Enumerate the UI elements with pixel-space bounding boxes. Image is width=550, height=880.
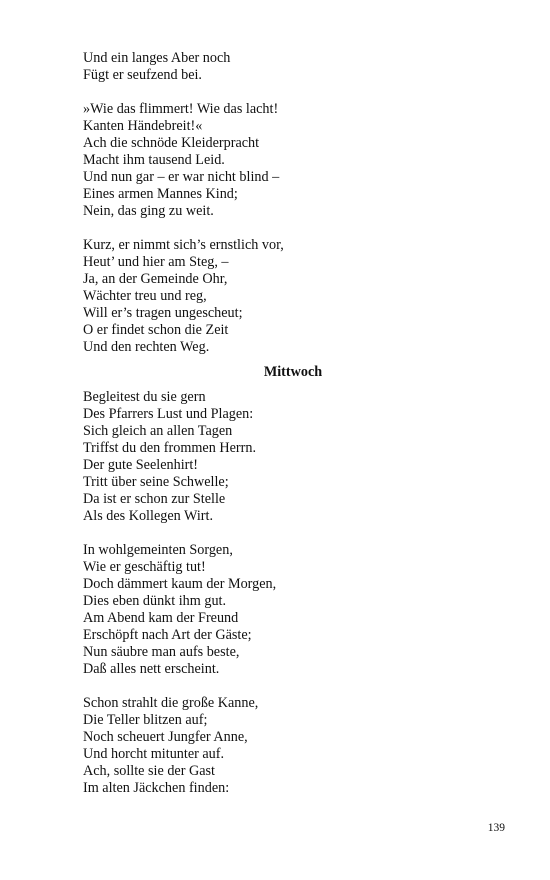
poem-line: Wächter treu und reg, bbox=[83, 288, 207, 304]
poem-line: Wie er geschäftig tut! bbox=[83, 559, 206, 575]
poem-line: Am Abend kam der Freund bbox=[83, 610, 239, 626]
poem-line: Kurz, er nimmt sich’s ernstlich vor, bbox=[83, 237, 284, 253]
stanza-gap bbox=[83, 525, 483, 542]
poem-line: Im alten Jäckchen finden: bbox=[83, 780, 230, 796]
poem-line: Will er’s tragen ungescheut; bbox=[83, 305, 243, 321]
stanza bbox=[83, 237, 483, 356]
stanza-gap bbox=[83, 84, 483, 101]
poem-line: Ach, sollte sie der Gast bbox=[83, 763, 215, 779]
poem-line: Und den rechten Weg. bbox=[83, 339, 210, 355]
poem-line: Als des Kollegen Wirt. bbox=[83, 508, 213, 524]
poem-line: Doch dämmert kaum der Morgen, bbox=[83, 576, 277, 592]
stanza bbox=[83, 542, 483, 678]
poem-line: Daß alles nett erscheint. bbox=[83, 661, 220, 677]
stanza bbox=[83, 101, 483, 220]
poem-line: In wohlgemeinten Sorgen, bbox=[83, 542, 233, 558]
poem-stanzas-top bbox=[83, 50, 483, 356]
stanza-gap bbox=[83, 678, 483, 695]
poem-line: Des Pfarrers Lust und Plagen: bbox=[83, 406, 254, 422]
poem-line: Ach die schnöde Kleiderpracht bbox=[83, 135, 260, 151]
poem-line: Da ist er schon zur Stelle bbox=[83, 491, 226, 507]
poem-line: Sich gleich an allen Tagen bbox=[83, 423, 233, 439]
poem-page bbox=[83, 50, 483, 797]
poem-line: Ja, an der Gemeinde Ohr, bbox=[83, 271, 228, 287]
poem-line: Fügt er seufzend bei. bbox=[83, 67, 202, 83]
poem-line: Tritt über seine Schwelle; bbox=[83, 474, 229, 490]
poem-line: Und ein langes Aber noch bbox=[83, 50, 231, 66]
stanza bbox=[83, 50, 483, 84]
stanza-gap bbox=[83, 220, 483, 237]
poem-line: Kanten Händebreit!« bbox=[83, 118, 203, 134]
poem-line: Schon strahlt die große Kanne, bbox=[83, 695, 259, 711]
section-heading: Mittwoch bbox=[263, 364, 323, 380]
poem-stanzas-bottom bbox=[83, 389, 483, 797]
poem-line: Triffst du den frommen Herrn. bbox=[83, 440, 256, 456]
stanza bbox=[83, 695, 483, 797]
poem-line: Begleitest du sie gern bbox=[83, 389, 206, 405]
poem-line: Der gute Seelenhirt! bbox=[83, 457, 199, 473]
poem-line: Heut’ und hier am Steg, – bbox=[83, 254, 229, 270]
poem-line: O er findet schon die Zeit bbox=[83, 322, 229, 338]
poem-line: »Wie das flimmert! Wie das lacht! bbox=[83, 101, 279, 117]
poem-line: Dies eben dünkt ihm gut. bbox=[83, 593, 227, 609]
poem-line: Die Teller blitzen auf; bbox=[83, 712, 208, 728]
poem-line: Nein, das ging zu weit. bbox=[83, 203, 214, 219]
poem-line: Eines armen Mannes Kind; bbox=[83, 186, 238, 202]
poem-line: Erschöpft nach Art der Gäste; bbox=[83, 627, 252, 643]
poem-line: Noch scheuert Jungfer Anne, bbox=[83, 729, 248, 745]
stanza bbox=[83, 389, 483, 525]
page-number: 139 bbox=[487, 822, 505, 834]
poem-line: Nun säubre man aufs beste, bbox=[83, 644, 240, 660]
poem-line: Und nun gar – er war nicht blind – bbox=[83, 169, 280, 185]
poem-line: Macht ihm tausend Leid. bbox=[83, 152, 225, 168]
poem-line: Und horcht mitunter auf. bbox=[83, 746, 225, 762]
